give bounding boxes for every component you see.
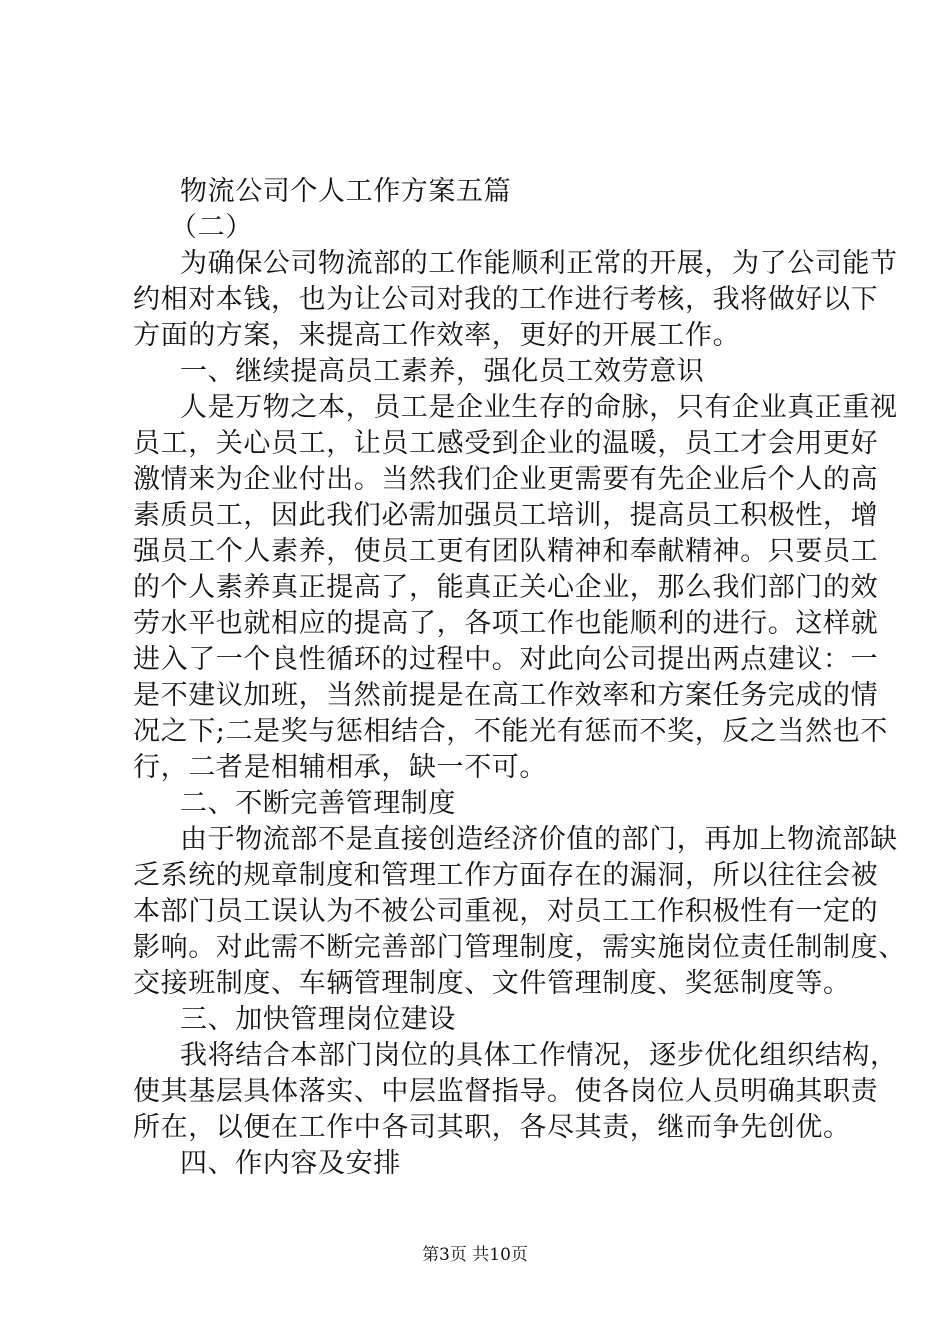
section-heading: 一、继续提高员工素养，强化员工效劳意识 xyxy=(180,356,705,387)
section-heading: 二、不断完善管理制度 xyxy=(180,788,456,819)
paragraph-line: 强员工个人素养，使员工更有团队精神和奉献精神。只要员工 xyxy=(133,536,879,567)
paragraph-line: 素质员工，因此我们必需加强员工培训，提高员工积极性，增 xyxy=(133,500,879,531)
paragraph-line: 使其基层具体落实、中层监督指导。使各岗位人员明确其职责 xyxy=(133,1076,879,1107)
section-heading: 三、加快管理岗位建设 xyxy=(180,1004,456,1035)
paragraph-line: 为确保公司物流部的工作能顺利正常的开展，为了公司能节 xyxy=(180,248,898,279)
paragraph-line: 是不建议加班，当然前提是在高工作效率和方案任务完成的情 xyxy=(133,680,879,711)
paragraph-line: 乏系统的规章制度和管理工作方面存在的漏洞，所以往往会被 xyxy=(133,860,879,891)
paragraph-line: 由于物流部不是直接创造经济价值的部门，再加上物流部缺 xyxy=(180,824,898,855)
page-footer: 第3页 共10页 xyxy=(422,1245,528,1265)
paragraph-line: 劳水平也就相应的提高了，各项工作也能顺利的进行。这样就 xyxy=(133,608,879,639)
paragraph-line: 激情来为企业付出。当然我们企业更需要有先企业后个人的高 xyxy=(133,464,879,495)
paragraph-line: 进入了一个良性循环的过程中。对此向公司提出两点建议：一 xyxy=(133,644,879,675)
document-title: 物流公司个人工作方案五篇 xyxy=(180,176,512,207)
section-number: （二） xyxy=(170,212,253,243)
paragraph-line: 所在，以便在工作中各司其职，各尽其责，继而争先创优。 xyxy=(133,1112,851,1143)
paragraph-line: 人是万物之本，员工是企业生存的命脉，只有企业真正重视 xyxy=(180,392,898,423)
paragraph-line: 况之下;二是奖与惩相结合，不能光有惩而不奖，反之当然也不 xyxy=(133,716,888,747)
paragraph-line: 交接班制度、车辆管理制度、文件管理制度、奖惩制度等。 xyxy=(133,968,851,999)
paragraph-line: 方面的方案，来提高工作效率，更好的开展工作。 xyxy=(133,320,741,351)
paragraph-line: 员工，关心员工，让员工感受到企业的温暖，员工才会用更好 xyxy=(133,428,879,459)
paragraph-line: 的个人素养真正提高了，能真正关心企业，那么我们部门的效 xyxy=(133,572,879,603)
section-heading: 四、作内容及安排 xyxy=(180,1148,401,1179)
paragraph-line: 约相对本钱，也为让公司对我的工作进行考核，我将做好以下 xyxy=(133,284,879,315)
paragraph-line: 我将结合本部门岗位的具体工作情况，逐步优化组织结构， xyxy=(180,1040,898,1071)
paragraph-line: 影响。对此需不断完善部门管理制度，需实施岗位责任制制度、 xyxy=(133,932,906,963)
paragraph-line: 本部门员工误认为不被公司重视，对员工工作积极性有一定的 xyxy=(133,896,879,927)
paragraph-line: 行，二者是相辅相承，缺一不可。 xyxy=(133,752,547,783)
